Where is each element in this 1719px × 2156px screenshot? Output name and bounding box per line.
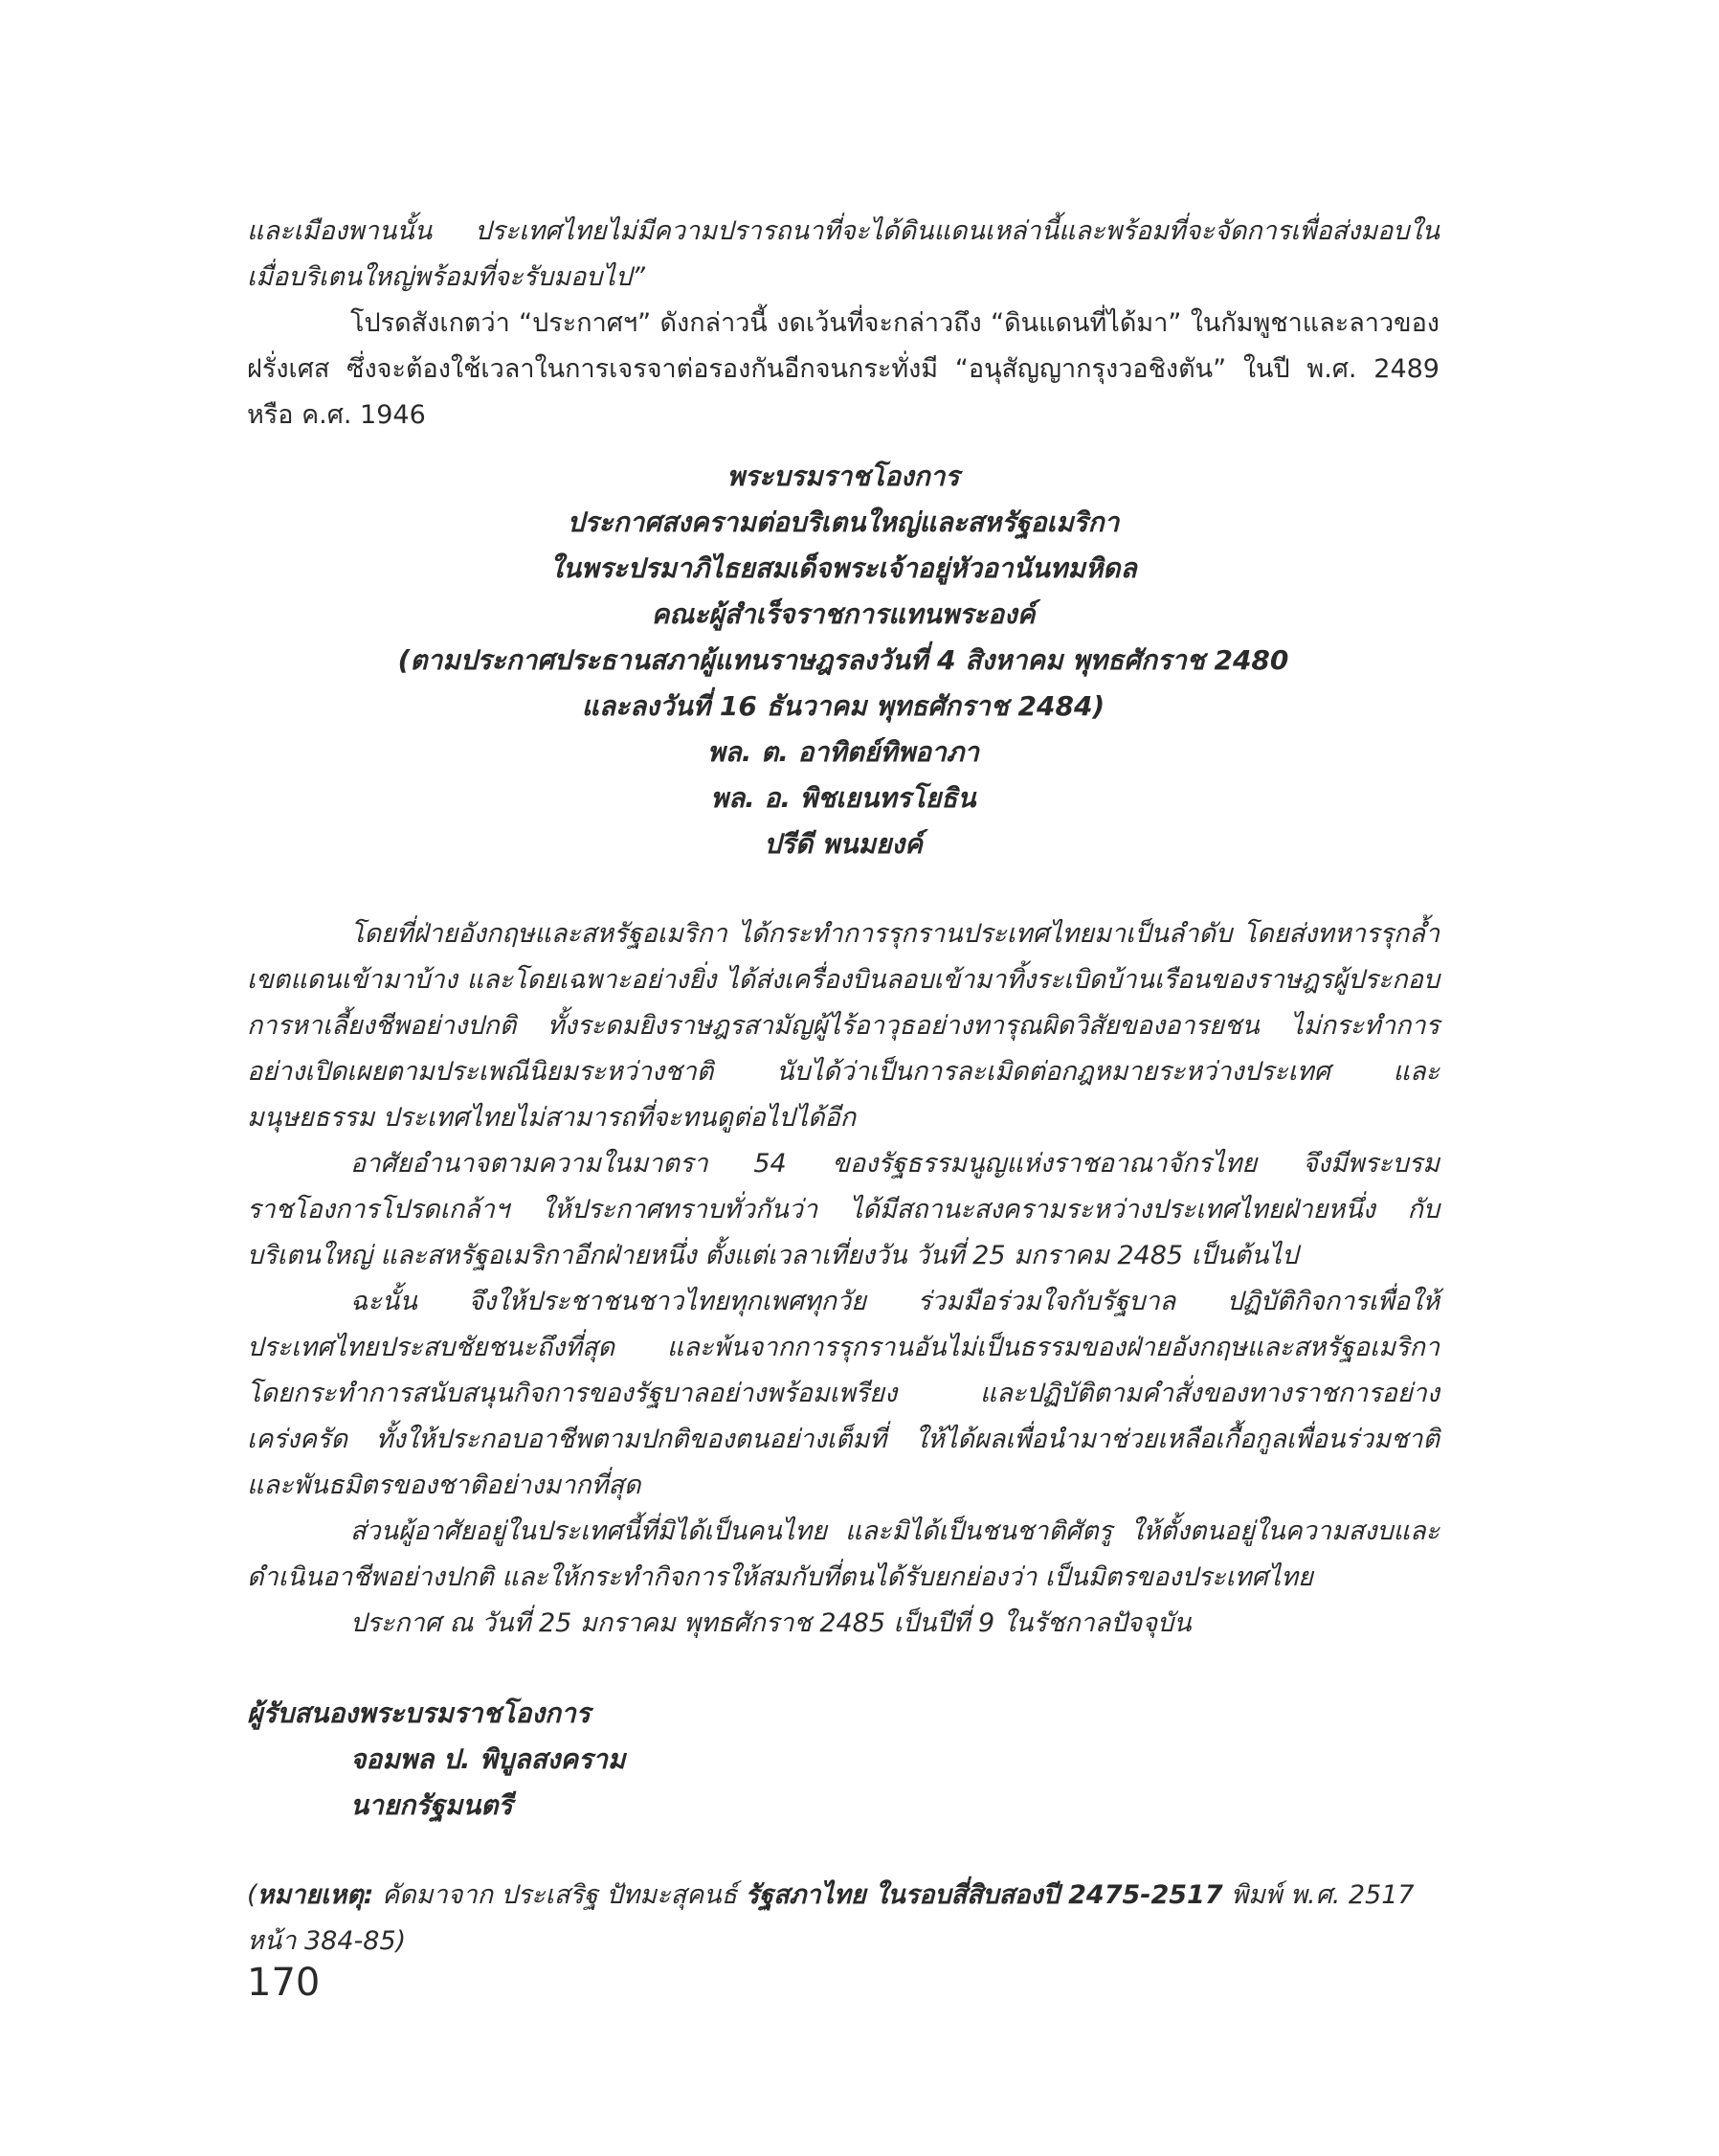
quote-ending-paragraph: และเมืองพานนั้น ประเทศไทยไม่มีความปรารถนาที่จะได้ดินแดนเหล่านี้และพร้อมที่จะจัดการเพื่อส่งมอบในเมื่อบริเตนใหญ่พร้อมที่จะรับมอบไป” bbox=[247, 216, 1440, 292]
regency-appointment-line-2: และลงวันที่ 16 ธันวาคม พุทธศักราช 2484) bbox=[581, 690, 1105, 722]
decree-paragraph: ส่วนผู้อาศัยอยู่ในประเทศนี้ที่มิได้เป็นคนไทย และมิได้เป็นชนชาติศัตรู ให้ตั้งตนอยู่ในความสงบและดำเนินอาชีพอย่างปกติ และให้กระทำกิจการให้สมกับที่ตนได้รับยกย่องว่า เป็นมิตรของประเทศไทย bbox=[247, 1516, 1440, 1592]
countersignature-block bbox=[247, 1691, 1440, 1829]
regent-name: พล. ต. อาทิตย์ทิพอาภา bbox=[707, 736, 979, 768]
note-open-paren: ( bbox=[247, 1880, 257, 1910]
decree-title: พระบรมราชโองการ bbox=[726, 460, 960, 492]
note-source-prefix: คัดมาจาก ประเสริฐ ปัทมะสุคนธ์ bbox=[373, 1880, 746, 1910]
decree-paragraph: โดยที่ฝ่ายอังกฤษและสหรัฐอเมริกา ได้กระทำการรุกรานประเทศไทยมาเป็นลำดับ โดยส่งทหารรุกล้ำเขตแดนเข้ามาบ้าง และโดยเฉพาะอย่างยิ่ง ได้ส่งเครื่องบินลอบเข้ามาทิ้งระเบิดบ้านเรือนของราษฎรผู้ประกอบการหาเลี้ยงชีพอย่างปกติ ทั้งระดมยิงราษฎรสามัญผู้ไร้อาวุธอย่างทารุณผิดวิสัยของอารยชน ไม่กระทำการอย่างเปิดเผยตามประเพณีนิยมระหว่างชาติ นับได้ว่าเป็นการละเมิดต่อกฎหมายระหว่างประเทศ และมนุษยธรรม ประเทศไทยไม่สามารถที่จะทนดูต่อไปได้อีก bbox=[247, 919, 1440, 1133]
regent-name: พล. อ. พิชเยนทรโยธิน bbox=[710, 782, 976, 814]
source-note bbox=[247, 1873, 1440, 1965]
note-label: หมายเหตุ: bbox=[257, 1880, 374, 1910]
decree-heading bbox=[247, 454, 1440, 867]
decree-subject: ประกาศสงครามต่อบริเตนใหญ่และสหรัฐอเมริกา bbox=[567, 506, 1120, 538]
decree-date-paragraph: ประกาศ ณ วันที่ 25 มกราคม พุทธศักราช 2485 เป็นปีที่ 9 ในรัชกาลปัจจุบัน bbox=[350, 1608, 1192, 1638]
decree-paragraph: ฉะนั้น จึงให้ประชาชนชาวไทยทุกเพศทุกวัย ร่วมมือร่วมใจกับรัฐบาล ปฏิบัติกิจการเพื่อให้ประเทศไทยประสบชัยชนะถึงที่สุด และพ้นจากการรุกรานอันไม่เป็นธรรมของฝ่ายอังกฤษและสหรัฐอเมริกาโดยกระทำการสนับสนุนกิจการของรัฐบาลอย่างพร้อมเพรียง และปฏิบัติตามคำสั่งของทางราชการอย่างเคร่งครัด ทั้งให้ประกอบอาชีพตามปกติของตนอย่างเต็มที่ ให้ได้ผลเพื่อนำมาช่วยเหลือเกื้อกูลเพื่อนร่วมชาติและพันธมิตรของชาติอย่างมากที่สุด bbox=[247, 1287, 1440, 1500]
document-page bbox=[247, 209, 1440, 1965]
note-book-title: รัฐสภาไทย ในรอบสี่สิบสองปี 2475-2517 bbox=[745, 1880, 1223, 1910]
regency-appointment-line-1: (ตามประกาศประธานสภาผู้แทนราษฎรลงวันที่ 4 สิงหาคม พุทธศักราช 2480 bbox=[397, 644, 1289, 676]
editorial-remark-paragraph: โปรดสังเกตว่า “ประกาศฯ” ดังกล่าวนี้ งดเว้นที่จะกล่าวถึง “ดินแดนที่ได้มา” ในกัมพูชาและลาวของฝรั่งเศส ซึ่งจะต้องใช้เวลาในการเจรจาต่อรองกันอีกจนกระทั่งมี “อนุสัญญากรุงวอชิงตัน” ในปี พ.ศ. 2489 หรือ ค.ศ. 1946 bbox=[247, 308, 1440, 430]
decree-royal-name: ในพระปรมาภิไธยสมเด็จพระเจ้าอยู่หัวอานันทมหิดล bbox=[549, 552, 1137, 584]
page-number: 170 bbox=[247, 1961, 321, 2005]
regency-council-title: คณะผู้สำเร็จราชการแทนพระองค์ bbox=[651, 598, 1036, 630]
decree-body bbox=[247, 911, 1440, 1647]
countersigner-name: จอมพล ป. พิบูลสงคราม bbox=[350, 1743, 626, 1775]
countersignature-title: ผู้รับสนองพระบรมราชโองการ bbox=[247, 1697, 591, 1729]
decree-paragraph: อาศัยอำนาจตามความในมาตรา 54 ของรัฐธรรมนูญแห่งราชอาณาจักรไทย จึงมีพระบรมราชโองการโปรดเกล้าฯ ให้ประกาศทราบทั่วกันว่า ได้มีสถานะสงครามระหว่างประเทศไทยฝ่ายหนึ่ง กับบริเตนใหญ่ และสหรัฐอเมริกาอีกฝ่ายหนึ่ง ตั้งแต่เวลาเที่ยงวัน วันที่ 25 มกราคม 2485 เป็นต้นไป bbox=[247, 1149, 1440, 1270]
note-source-suffix: พิมพ์ พ.ศ. 2517 หน้า 384-85) bbox=[247, 1880, 1415, 1956]
regent-name: ปรีดี พนมยงค์ bbox=[764, 828, 923, 860]
countersigner-position: นายกรัฐมนตรี bbox=[350, 1789, 513, 1821]
